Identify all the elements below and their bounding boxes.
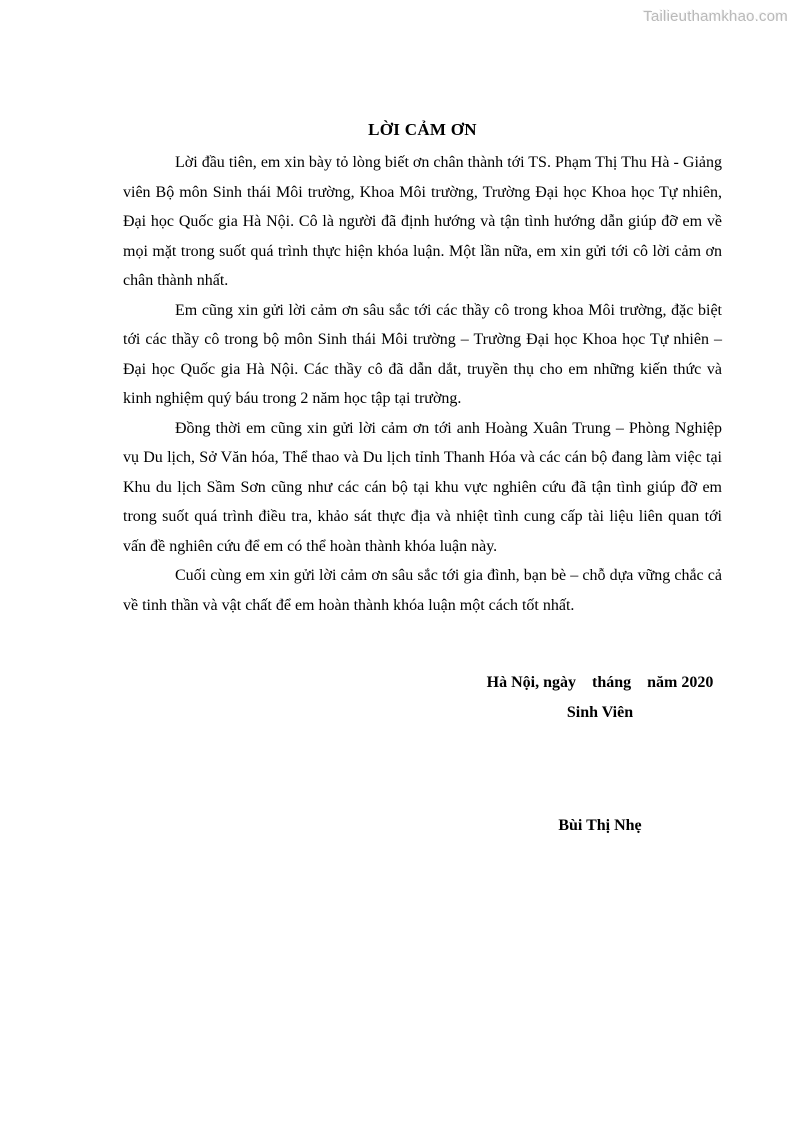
paragraph-3: Đồng thời em cũng xin gửi lời cảm ơn tới anh Hoàng Xuân Trung – Phòng Nghiệp vụ Du lịch, Sở Văn hóa, Thể thao và Du lịch tỉnh Thanh Hóa và các cán bộ đang làm việc tại Khu du lịch Sầm Sơn cũng như các cán bộ tại khu vực nghiên cứu đã tận tình giúp đỡ em trong suốt quá trình điều tra, khảo sát thực địa và nhiệt tình cung cấp tài liệu liên quan tới vấn đề nghiên cứu để em có thể hoàn thành khóa luận này. [123,419,722,555]
signer-name: Bùi Thị Nhẹ [558,817,642,834]
date-line: Hà Nội, ngày tháng năm 2020 [486,674,714,691]
signer-role: Sinh Viên [566,704,634,721]
body-text [123,148,722,620]
paragraph-4: Cuối cùng em xin gửi lời cảm ơn sâu sắc tới gia đình, bạn bè – chỗ dựa vững chắc cả về tinh thần và vật chất để em hoàn thành khóa luận một cách tốt nhất. [123,567,722,614]
paragraph-2: Em cũng xin gửi lời cảm ơn sâu sắc tới các thầy cô trong khoa Môi trường, đặc biệt tới các thầy cô trong bộ môn Sinh thái Môi trường – Trường Đại học Khoa học Tự nhiên – Đại học Quốc gia Hà Nội. Các thầy cô đã dẫn dắt, truyền thụ cho em những kiến thức và kinh nghiệm quý báu trong 2 năm học tập tại trường. [123,301,722,407]
document-content [123,0,722,841]
page-title: LỜI CẢM ƠN [368,120,477,139]
signature-block [453,668,747,728]
watermark-text: Tailieuthamkhao.com [643,8,788,25]
paragraph-1: Lời đầu tiên, em xin bày tỏ lòng biết ơn chân thành tới TS. Phạm Thị Thu Hà - Giảng viên Bộ môn Sinh thái Môi trường, Khoa Môi trường, Trường Đại học Khoa học Tự nhiên, Đại học Quốc gia Hà Nội. Cô là người đã định hướng và tận tình hướng dẫn giúp đỡ em về mọi mặt trong suốt quá trình thực hiện khóa luận. Một lần nữa, em xin gửi tới cô lời cảm ơn chân thành nhất. [123,154,722,289]
